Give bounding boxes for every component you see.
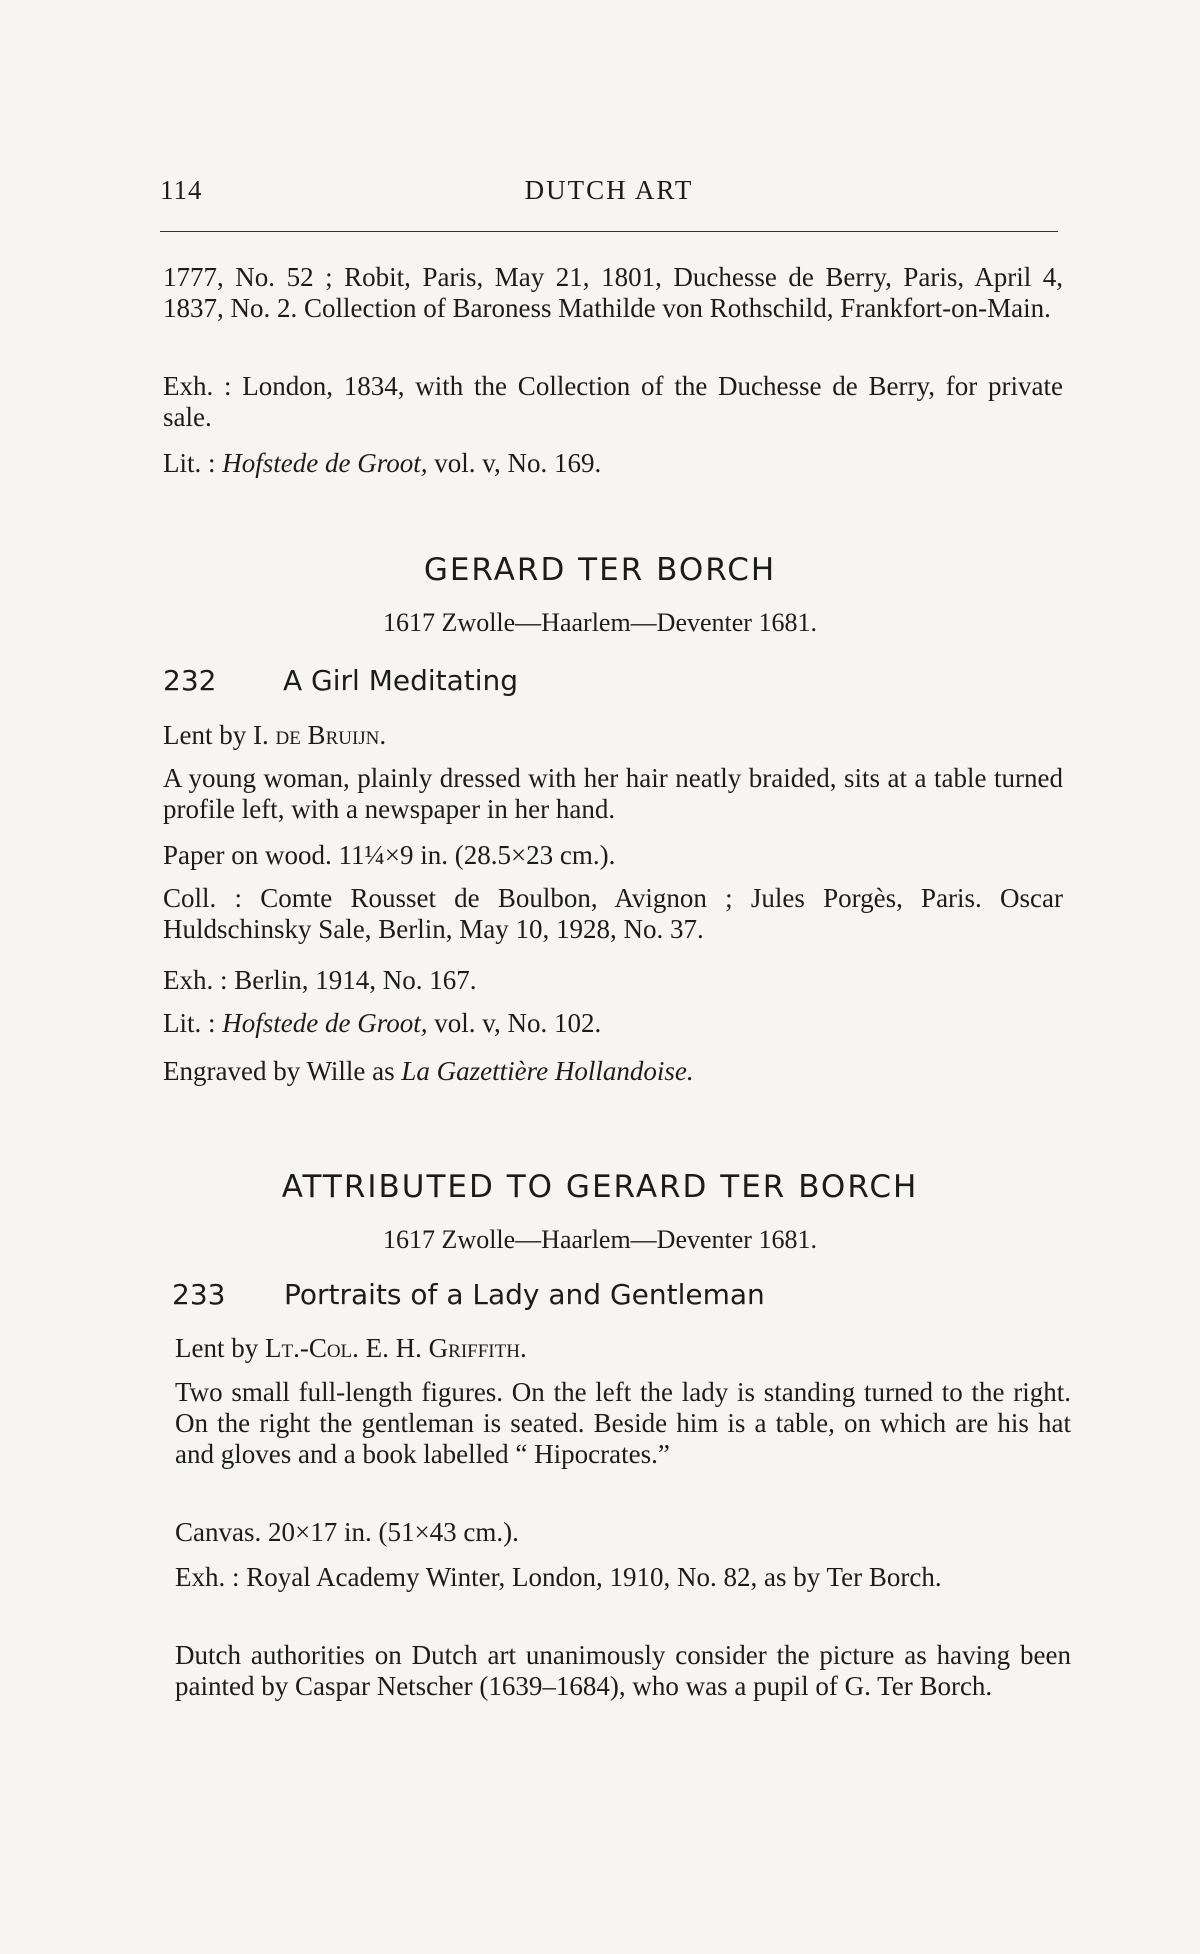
artwork-title: Portraits of a Lady and Gentleman — [284, 1278, 765, 1311]
attribution-dates: 1617 Zwolle—Haarlem—Deventer 1681. — [383, 1225, 817, 1254]
page-header — [160, 175, 1058, 215]
entry-232-literature: Lit. : Hofstede de Groot, vol. v, No. 102. — [163, 1008, 602, 1038]
entry-232-heading — [163, 664, 518, 697]
entry-233-note: Dutch authorities on Dutch art unanimously consider the picture as having been painted by Caspar Netscher (1639–1684), who was a pupil of G. Ter Borch. — [175, 1640, 1071, 1701]
catalogue-number: 232 — [163, 664, 217, 697]
entry-233-heading — [172, 1278, 765, 1311]
previous-entry-continuation — [163, 262, 1063, 324]
entry-232-medium: Paper on wood. 11¼×9 in. (28.5×23 cm.). — [163, 840, 616, 870]
entry-232-engraving: Engraved by Wille as La Gazettière Hollandoise. — [163, 1056, 694, 1086]
header-rule — [160, 231, 1058, 232]
catalogue-number: 233 — [172, 1278, 226, 1311]
previous-entry-exhibition: Exh. : London, 1834, with the Collection of the Duchesse de Berry, for private sale. — [163, 371, 1063, 432]
entry-232-description: A young woman, plainly dressed with her hair neatly braided, sits at a table turned profile left, with a newspaper in her hand. — [163, 763, 1063, 824]
attribution-heading: ATTRIBUTED TO GERARD TER BORCH — [281, 1169, 919, 1205]
artwork-title: A Girl Meditating — [283, 664, 519, 697]
page-number: 114 — [160, 175, 203, 205]
entry-232-collection: Coll. : Comte Rousset de Boulbon, Avignon ; Jules Porgès, Paris. Oscar Huldschinsky Sale, Berlin, May 10, 1928, No. 37. — [163, 883, 1063, 944]
provenance-continued: 1777, No. 52 ; Robit, Paris, May 21, 1801, Duchesse de Berry, Paris, April 4, 1837, No. 2. Collection of Baroness Mathilde von Rothschild, Frankfort-on-Main. — [163, 262, 1063, 323]
previous-entry-literature: Lit. : Hofstede de Groot, vol. v, No. 169. — [163, 448, 602, 478]
entry-233-lender: Lent by Lt.-Col. E. H. Griffith. — [175, 1333, 527, 1363]
entry-233-medium: Canvas. 20×17 in. (51×43 cm.). — [175, 1517, 519, 1547]
artist-dates: 1617 Zwolle—Haarlem—Deventer 1681. — [383, 608, 817, 637]
running-title: DUTCH ART — [524, 175, 694, 205]
entry-232-lender: Lent by I. de Bruijn. — [163, 720, 387, 750]
artist-heading: GERARD TER BORCH — [423, 552, 777, 588]
entry-233-exhibition: Exh. : Royal Academy Winter, London, 1910, No. 82, as by Ter Borch. — [175, 1562, 942, 1592]
entry-233-description: Two small full-length figures. On the left the lady is standing turned to the right. On the right the gentleman is seated. Beside him is a table, on which are his hat and gloves and a book labelled “ Hipocrates.” — [175, 1377, 1071, 1469]
entry-232-exhibition: Exh. : Berlin, 1914, No. 167. — [163, 965, 477, 995]
